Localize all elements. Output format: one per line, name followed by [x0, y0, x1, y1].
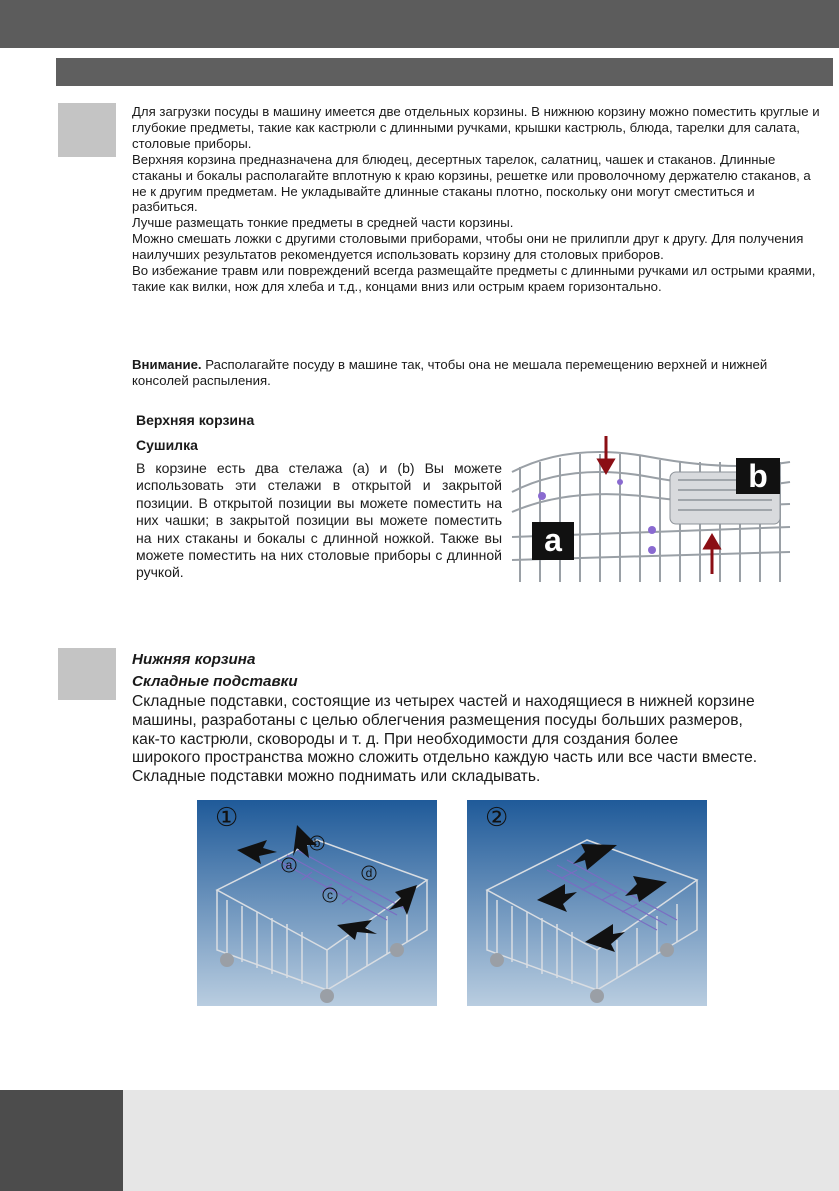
- dryer-description: В корзине есть два стелажа (a) и (b) Вы можете использовать эти стелажи в открытой и закрытой позиции. В открытой позиции вы можете поместить на них чашки; в закрытой позиции вы можете поместить на них стаканы и бокалы с длинной ножкой. Также вы можете поместить на них столовые приборы с длинной ручкой.: [136, 460, 502, 581]
- section-marker-2: [58, 648, 116, 700]
- intro-paragraph: Верхняя корзина предназначена для блюдец, десертных тарелок, салатниц, чашек и стаканов. Длинные стаканы и бокалы располагайте вплотную к краю корзины, решетке или проволочному держателю стаканов, а не к другим предметам. Не укладывайте длинные стаканы плотно, поскольку они могут сместиться и разбиться.: [132, 151, 811, 215]
- intro-paragraph: Лучше размещать тонкие предметы в средней части корзины.: [132, 215, 514, 231]
- callout-d: d: [365, 866, 373, 880]
- folding-racks-subheading: Складные подставки: [132, 673, 298, 690]
- folding-racks-photo-1: [197, 800, 437, 1006]
- upper-basket-heading: Верхняя корзина: [136, 412, 255, 428]
- callout-b: b: [313, 836, 321, 850]
- label-b: b: [748, 458, 768, 494]
- page-header-bar: [0, 0, 839, 48]
- warning-text: Располагайте посуду в машине так, чтобы она не мешала перемещению верхней и нижней консолей распыления.: [132, 357, 768, 388]
- intro-text: [132, 104, 822, 295]
- folding-racks-photo-2: [467, 800, 707, 1006]
- folding-racks-description: Складные подставки, состоящие из четырех частей и находящиеся в нижней корзине машины, разработаны с целью облегчения размещения посуды больших размеров, как-то кастрюли, сковороды и т. д. При необходимости для создания более широкого пространства можно сложить отдельно каждую часть или все части вместе. Складные подставки можно поднимать или складывать.: [132, 693, 758, 786]
- lower-basket-heading: Нижняя корзина: [132, 651, 256, 668]
- footer-tab: [0, 1090, 123, 1191]
- upper-rack-illustration: [510, 432, 796, 584]
- intro-paragraph: Для загрузки посуды в машину имеется две отдельных корзины. В нижнюю корзину можно поместить круглые и глубокие предметы, такие как кастрюли с длинными ручками, крышки кастрюль, блюда, тарелки для салата, столовые приборы.: [132, 104, 820, 151]
- section-title-bar: [56, 58, 833, 86]
- photo1-number: ①: [215, 803, 239, 833]
- warning-note: [132, 357, 822, 389]
- dryer-subheading: Сушилка: [136, 437, 198, 453]
- callout-a: a: [285, 858, 293, 872]
- label-a: a: [544, 522, 562, 558]
- warning-label: Внимание.: [132, 357, 202, 372]
- page-footer: [0, 1090, 839, 1191]
- section-marker-1: [58, 103, 116, 157]
- intro-paragraph: Можно смешать ложки с другими столовыми приборами, чтобы они не прилипли друг к другу. Для получения наилучших результатов рекомендуется использовать корзину для столовых приборов.: [132, 231, 804, 263]
- intro-paragraph: Во избежание травм или повреждений всегда размещайте предметы с длинными ручками ил острыми краями, такие как вилки, нож для хлеба и т.д., концами вниз или острым краем горизонтально.: [132, 263, 816, 294]
- photo2-number: ②: [485, 803, 509, 833]
- callout-c: c: [327, 888, 333, 902]
